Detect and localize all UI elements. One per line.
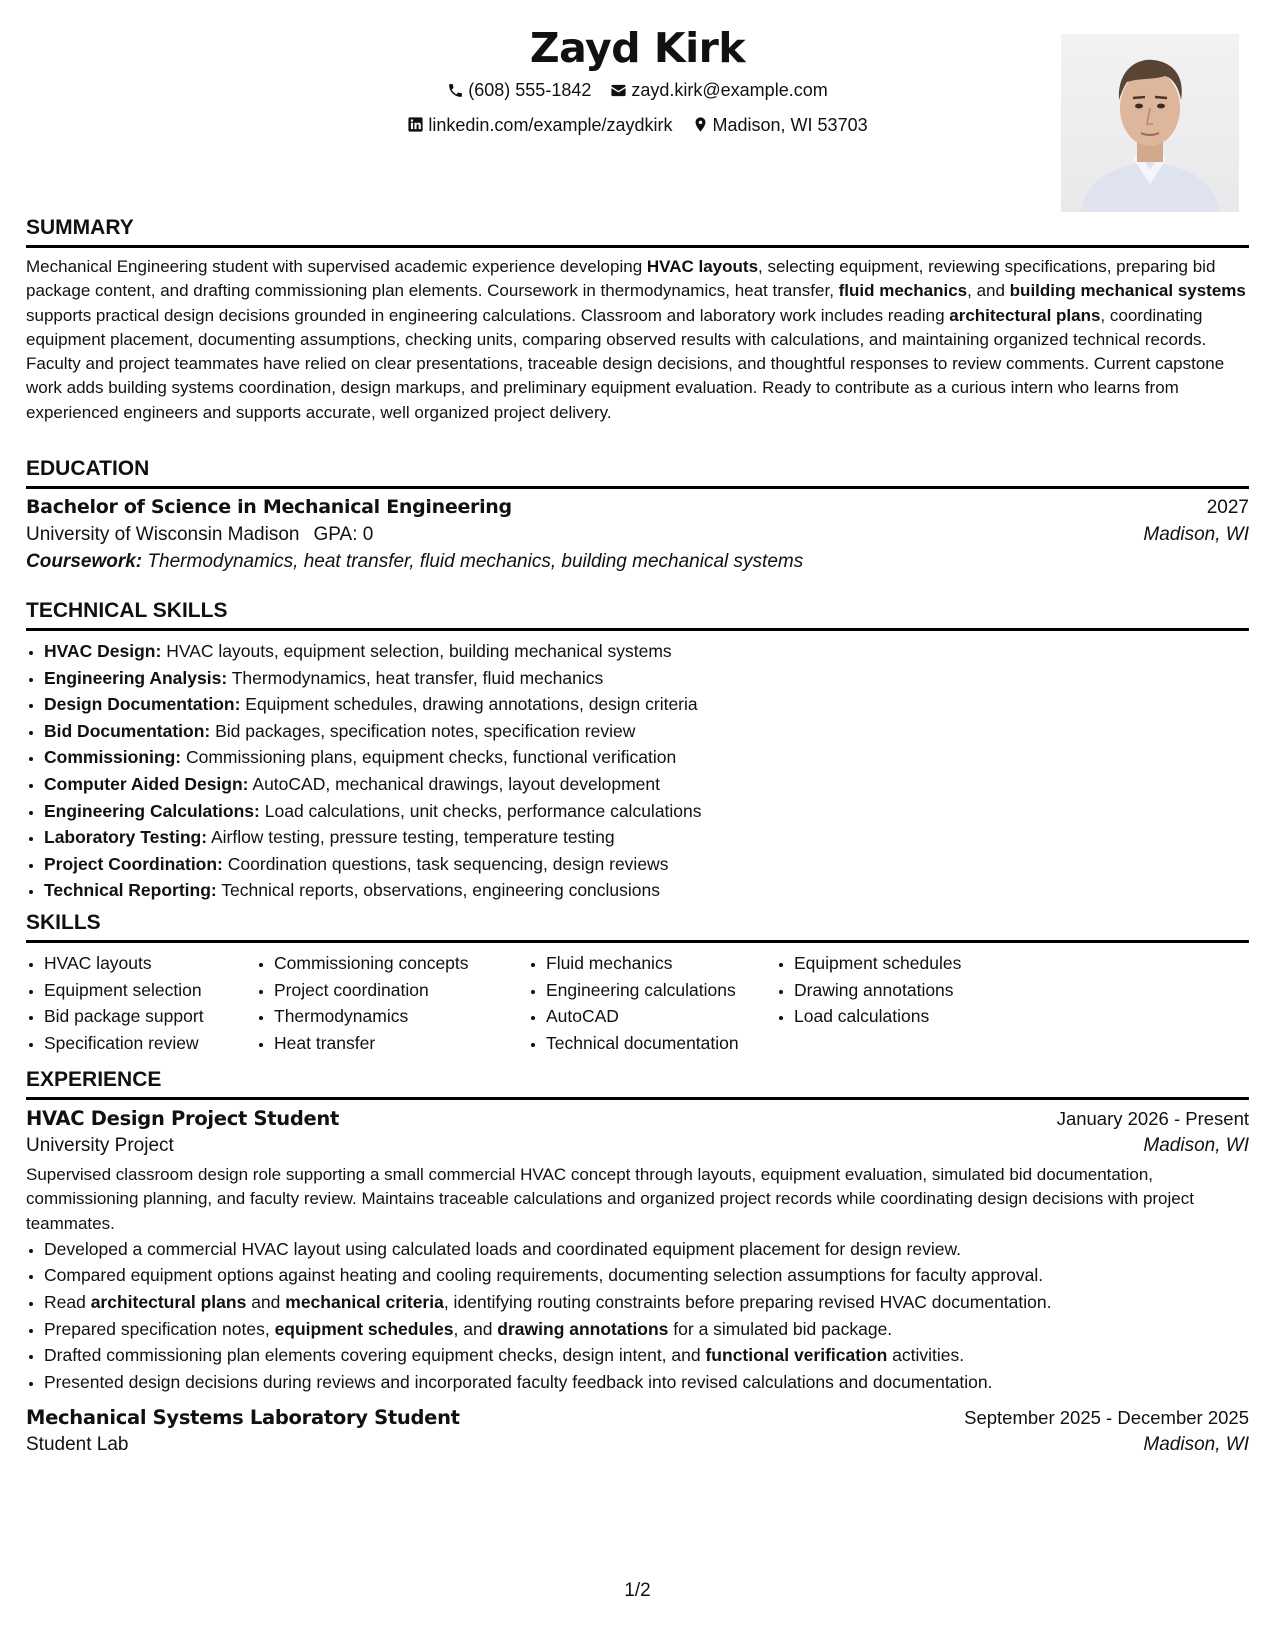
job-location: Madison, WI <box>1143 1135 1249 1156</box>
job-bullets <box>26 1236 1249 1396</box>
technical-skill-text: Commissioning plans, equipment checks, functional verification <box>185 747 677 768</box>
map-pin-icon <box>692 116 709 133</box>
bullet-bold: architectural plans <box>90 1292 247 1313</box>
technical-skill-text: Coordination questions, task sequencing, design reviews <box>227 853 669 874</box>
technical-skill-label: Laboratory Testing: <box>44 827 208 848</box>
education-row-2 <box>26 524 1249 546</box>
skill-item: • HVAC layouts <box>44 950 256 977</box>
summary-seg: , selecting equipment, reviewing specifications, preparing bid package content, and drafting commissioning plan elements. Coursework in thermodynamics, heat transfer, <box>26 257 1216 301</box>
education-section <box>26 456 1249 573</box>
summary-seg: , coordinating equipment placement, documenting assumptions, checking units, comparing observed results with calculations, and maintaining organized technical records. Faculty and project teammates have relied on clear presentations, traceable design decisions, and thoughtful responses to review comments. Current capstone work adds building systems coordination, design markups, and preliminary equipment evaluation. Ready to contribute as a curious intern who learns from experienced engineers and supports accurate, well organized project delivery. <box>26 305 1225 422</box>
skill-item: • Technical documentation <box>546 1030 776 1057</box>
job-bullet <box>44 1262 1249 1289</box>
job-title: Mechanical Systems Laboratory Student <box>26 1406 460 1430</box>
coursework-text: Thermodynamics, heat transfer, fluid mechanics, building mechanical systems <box>147 551 804 572</box>
job-bullet <box>44 1236 1249 1263</box>
technical-skill-item <box>44 665 1249 692</box>
envelope-icon <box>610 82 627 99</box>
education-row-1 <box>26 496 1249 519</box>
job-1 <box>26 1107 1249 1395</box>
degree-title: Bachelor of Science in Mechanical Engineering <box>26 496 512 518</box>
skill-item: • Fluid mechanics <box>546 950 776 977</box>
linkedin-icon <box>407 116 424 133</box>
bullet-text: Presented design decisions during reviews and incorporated faculty feedback into revised calculations and documentation. <box>44 1371 993 1392</box>
technical-skills-heading: TECHNICAL SKILLS <box>26 598 1249 631</box>
technical-skill-item <box>44 638 1249 665</box>
job-bullet <box>44 1369 1249 1396</box>
summary-seg: supports practical design decisions grounded in engineering calculations. Classroom and laboratory work includes reading <box>26 305 950 325</box>
summary-heading: SUMMARY <box>26 215 1249 248</box>
technical-skill-label: Project Coordination: <box>44 853 223 874</box>
bullet-text: for a simulated bid package. <box>668 1318 893 1339</box>
technical-skill-text: Equipment schedules, drawing annotations, design criteria <box>245 694 698 715</box>
technical-skill-item <box>44 744 1249 771</box>
location-item <box>692 113 868 137</box>
technical-skill-label: Bid Documentation: <box>44 720 211 741</box>
bullet-text: activities. <box>887 1345 965 1366</box>
phone-text: (608) 555-1842 <box>468 80 592 100</box>
summary-bold: building mechanical systems <box>1009 281 1246 301</box>
technical-skill-item <box>44 691 1249 718</box>
technical-skill-item <box>44 798 1249 825</box>
phone-icon <box>447 82 464 99</box>
resume-page <box>26 0 1249 1650</box>
email-item[interactable] <box>610 78 827 102</box>
bullet-text: Developed a commercial HVAC layout using calculated loads and coordinated equipment placement for design review. <box>44 1238 961 1259</box>
job-bullet <box>44 1316 1249 1343</box>
summary-seg: , and <box>967 281 1010 301</box>
school-location: Madison, WI <box>1143 524 1249 545</box>
coursework-label: Coursework: <box>26 551 143 572</box>
skill-item: • Equipment schedules <box>794 950 1054 977</box>
skill-item: • Load calculations <box>794 1003 1054 1030</box>
technical-skill-label: Design Documentation: <box>44 694 241 715</box>
skills-section <box>26 910 1249 1056</box>
linkedin-text: linkedin.com/example/zaydkirk <box>428 114 673 135</box>
technical-skill-item <box>44 851 1249 878</box>
technical-skill-text: Thermodynamics, heat transfer, fluid mechanics <box>231 667 604 688</box>
profile-photo <box>1061 34 1239 212</box>
technical-skill-text: Technical reports, observations, engineering conclusions <box>221 880 661 901</box>
skills-column <box>776 950 1054 1056</box>
phone-item <box>447 78 591 102</box>
skill-item: • Drawing annotations <box>794 977 1054 1004</box>
summary-bold: HVAC layouts <box>646 257 759 276</box>
summary-bold: architectural plans <box>949 305 1101 325</box>
technical-skill-text: Load calculations, unit checks, performance calculations <box>264 800 702 821</box>
job-bullet <box>44 1342 1249 1369</box>
job-subheader <box>26 1135 1249 1157</box>
bullet-text: and <box>246 1292 286 1313</box>
technical-skills-list <box>26 638 1249 904</box>
skill-item: • Commissioning concepts <box>274 950 528 977</box>
school-line <box>26 524 373 546</box>
job-location: Madison, WI <box>1143 1434 1249 1456</box>
bullet-bold: mechanical criteria <box>285 1292 444 1313</box>
skills-column <box>26 950 256 1056</box>
location-text: Madison, WI 53703 <box>712 114 868 135</box>
skills-column <box>528 950 776 1056</box>
skill-item: • Engineering calculations <box>546 977 776 1004</box>
summary-section <box>26 215 1249 425</box>
technical-skill-item <box>44 771 1249 798</box>
summary-bold: fluid mechanics <box>838 281 968 301</box>
bullet-bold: functional verification <box>705 1345 888 1366</box>
email-text: zayd.kirk@example.com <box>631 80 828 100</box>
technical-skill-text: Bid packages, specification notes, specification review <box>215 720 636 741</box>
candidate-name: Zayd Kirk <box>529 24 746 72</box>
skills-column <box>256 950 528 1056</box>
bullet-bold: equipment schedules <box>274 1318 454 1339</box>
skill-item: • Equipment selection <box>44 977 256 1004</box>
job-2 <box>26 1406 1249 1456</box>
summary-text <box>26 255 1249 425</box>
technical-skill-text: HVAC layouts, equipment selection, building mechanical systems <box>166 641 672 661</box>
skill-item: • Project coordination <box>274 977 528 1004</box>
page-number: 1/2 <box>624 1580 651 1601</box>
technical-skill-item <box>44 824 1249 851</box>
bullet-bold: drawing annotations <box>497 1318 669 1339</box>
bullet-text: Drafted commissioning plan elements covering equipment checks, design intent, and <box>44 1345 706 1366</box>
technical-skill-label: HVAC Design: <box>44 641 162 661</box>
job-header <box>26 1107 1249 1130</box>
job-org: Student Lab <box>26 1434 129 1456</box>
bullet-text: , and <box>453 1318 498 1339</box>
technical-skill-label: Computer Aided Design: <box>44 773 249 794</box>
summary-seg: Mechanical Engineering student with supervised academic experience developing <box>26 257 647 276</box>
technical-skill-text: AutoCAD, mechanical drawings, layout development <box>252 773 660 794</box>
linkedin-item[interactable] <box>407 113 672 137</box>
skill-item: • AutoCAD <box>546 1003 776 1030</box>
job-dates: September 2025 - December 2025 <box>964 1407 1249 1429</box>
technical-skill-item <box>44 718 1249 745</box>
technical-skill-item <box>44 877 1249 904</box>
bullet-text: Read <box>44 1292 91 1313</box>
bullet-text: , identifying routing constraints before preparing revised HVAC documentation. <box>443 1292 1052 1313</box>
skill-item: • Heat transfer <box>274 1030 528 1057</box>
technical-skills-section <box>26 598 1249 904</box>
experience-section <box>26 1067 1249 1456</box>
skill-item: • Bid package support <box>44 1003 256 1030</box>
graduation-year: 2027 <box>1206 497 1249 518</box>
technical-skill-label: Technical Reporting: <box>44 880 217 901</box>
job-title: HVAC Design Project Student <box>26 1107 340 1130</box>
skills-grid <box>26 950 1249 1056</box>
technical-skill-label: Engineering Calculations: <box>44 800 260 821</box>
technical-skill-text: Airflow testing, pressure testing, temperature testing <box>210 827 615 848</box>
bullet-text: Compared equipment options against heating and cooling requirements, documenting selection assumptions for faculty approval. <box>44 1265 1044 1286</box>
skills-heading: SKILLS <box>26 910 1249 943</box>
gpa: GPA: 0 <box>313 524 374 545</box>
job-bullet <box>44 1289 1249 1316</box>
technical-skill-label: Engineering Analysis: <box>44 667 228 688</box>
job-org: University Project <box>26 1135 174 1156</box>
job-description: Supervised classroom design role supporting a small commercial HVAC concept through layouts, equipment evaluation, simulated bid documentation, commissioning planning, and faculty review. Maintains traceable calculations and organized project records while coordinating design decisions with project teammates. <box>26 1165 1194 1233</box>
skill-item: • Thermodynamics <box>274 1003 528 1030</box>
technical-skill-label: Commissioning: <box>44 747 182 768</box>
bullet-text: Prepared specification notes, <box>44 1318 275 1339</box>
education-heading: EDUCATION <box>26 456 1249 489</box>
job-subheader <box>26 1434 1249 1456</box>
experience-heading: EXPERIENCE <box>26 1067 1249 1100</box>
job-header <box>26 1406 1249 1429</box>
skill-item: • Specification review <box>44 1030 256 1057</box>
school-name: University of Wisconsin Madison <box>26 524 300 545</box>
coursework-line <box>26 551 1249 573</box>
job-dates: January 2026 - Present <box>1056 1108 1249 1129</box>
